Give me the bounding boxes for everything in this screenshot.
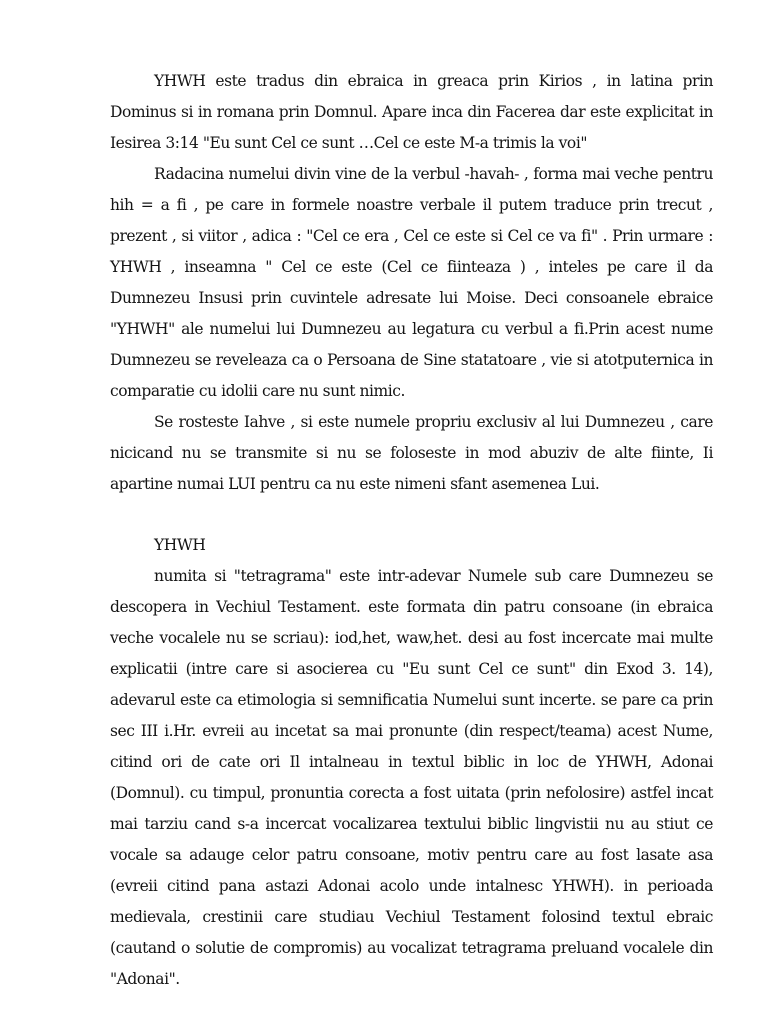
paragraph-translation: YHWH este tradus din ebraica in greaca prin Kirios , in latina prin Dominus si in romana prin Domnul. Apare inca din Facerea dar este explicitat in Iesirea 3:14 "Eu sunt Cel ce sunt …Cel ce este M-a trimis la voi"	[110, 72, 713, 152]
paragraph-tetragrammaton: numita si "tetragrama" este intr-adevar Numele sub care Dumnezeu se descopera in Vechiul Testament. este formata din patru consoane (in ebraica veche vocalele nu se scriau): iod,het, waw,het. desi au fost incercate mai multe explicatii (intre care si asocierea cu "Eu sunt Cel ce sunt" din Exod 3. 14), adevarul este ca etimologia si semnificatia Numelui sunt incerte. se pare ca prin sec III i.Hr. evreii au incetat sa mai pronunte (din respect/teama) acest Nume, citind ori de cate ori Il intalneau in textul biblic in loc de YHWH, Adonai (Domnul). cu timpul, pronuntia corecta a fost uitata (prin nefolosire) astfel incat mai tarziu cand s-a incercat vocalizarea textului biblic lingvistii nu au stiut ce vocale sa adauge celor patru consoane, motiv pentru care au fost lasate asa (evreii citind pana astazi Adonai acolo unde intalnesc YHWH). in perioada medievala, crestinii care studiau Vechiul Testament folosind textul ebraic (cautand o solutie de compromis) au vocalizat tetragrama preluand vocalele din "Adonai".	[110, 567, 713, 988]
section-tetragrammaton	[110, 530, 713, 995]
section-yhwh-meaning	[110, 66, 713, 500]
paragraph-etymology: Radacina numelui divin vine de la verbul -havah- , forma mai veche pentru hih = a fi , pe care in formele noastre verbale il putem traduce prin trecut , prezent , si viitor , adica : "Cel ce era , Cel ce este si Cel ce va fi" . Prin urmare : YHWH , inseamna " Cel ce este (Cel ce fiinteaza ) , inteles pe care il da Dumnezeu Insusi prin cuvintele adresate lui Moise. Deci consoanele ebraice "YHWH" ale numelui lui Dumnezeu au legatura cu verbul a fi.Prin acest nume Dumnezeu se reveleaza ca o Persoana de Sine statatoare , vie si atotputernica in comparatie cu idolii care nu sunt nimic.	[110, 165, 713, 400]
section-heading: YHWH	[154, 536, 206, 554]
paragraph-pronunciation: Se rosteste Iahve , si este numele propriu exclusiv al lui Dumnezeu , care nicicand nu se transmite si nu se foloseste in mod abuziv de alte fiinte, Ii apartine numai LUI pentru ca nu este nimeni sfant asemenea Lui.	[110, 413, 713, 493]
